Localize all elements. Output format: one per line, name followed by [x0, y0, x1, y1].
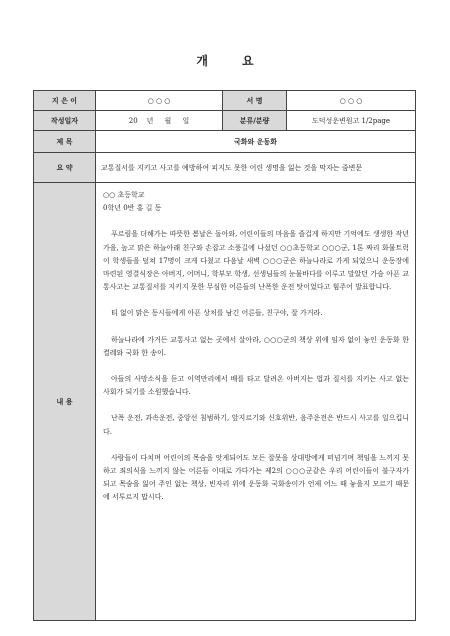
date-y: 년 [146, 116, 154, 125]
sign-value: ○ ○ ○ [287, 91, 416, 111]
summary-value: 교통질서를 지키고 사고를 예방하여 피지도 못한 어린 생명을 잃는 것을 막자는 줌변문 [96, 153, 416, 183]
subject-value: 국화와 운동화 [96, 131, 416, 153]
paragraph-1: 푸르림을 더해가는 따뜻한 봄날은 돌아와, 어린이들의 마음을 즐겁게 하지만 기억에도 생생한 작년 가을, 높고 맑은 하늘아래 친구와 손잡고 소풍길에 나섰던 ○○초등학교 ○○○군, 1톤 짜리 화물트럭이 학생들을 덮쳐 17명이 크게 다쳤고 다음날 새벽 ○○○군은 하늘나라로 가게 되었으니 운동장에 마련된 영결식장은 아버지, 어머니, 학부모 학생, 선생님들의 눈물바다를 이루고 말았던 가슴 아픈 교통사고는 교통질서를 지키지 못한 무심한 어른들의 난폭한 운전 탓이었다고 힘주어 발표합니다. [103, 230, 409, 292]
content-row [34, 183, 416, 621]
title-char-1: 개 [196, 54, 208, 68]
class-line: 0학년 0반 홍 길 동 [103, 204, 162, 213]
date-m: 월 [164, 116, 172, 125]
category-label: 분류/분량 [223, 111, 287, 131]
date-label: 작성일자 [34, 111, 96, 131]
school-line: ○○ 초등학교 [103, 191, 145, 199]
paragraph-3: 하늘나라에 가거든 교통사고 없는 곳에서 살아라, ○○○군의 책상 위에 임자 없이 놓인 운동화 한 켤레와 국화 한 송이. [103, 335, 409, 357]
content-body [96, 183, 416, 621]
subject-row [34, 131, 416, 153]
page-title [0, 52, 450, 69]
category-value: 도덕성운변원고 1/2page [287, 111, 416, 131]
paragraph-2: 티 없이 맑은 동시들에게 아픈 상처를 남긴 어른들, 친구야, 잘 가거라. [111, 309, 323, 318]
date-d: 일 [182, 116, 190, 125]
overview-form [33, 90, 416, 621]
paragraph-6: 사람들이 다치며 어린이의 목숨을 앗게되어도 모든 잘못을 상대방에게 떠넘기며 책임을 느끼지 못하고 죄의식을 느끼지 않는 어른들 이대로 가다가는 제2의 ○○○군같은 우리 어린이들이 불구자가 되고 목숨을 잃어 주인 없는 책상, 빈자리 위에 운동화 국화송이가 언제 어느 때 놓을지 모르기 때문에 서투르지 맙시다. [103, 453, 409, 502]
date-value [96, 111, 223, 131]
date-year: 20 [128, 116, 138, 125]
title-char-2: 요 [242, 54, 254, 68]
sign-label: 서 명 [223, 91, 287, 111]
summary-row [34, 153, 416, 183]
author-row [34, 91, 416, 111]
paragraph-4: 아들의 사망소식을 듣고 이역만리에서 배를 타고 달려온 아버지는 법과 질서를 지키는 사고 없는 사회가 되기를 소원했습니다. [103, 375, 409, 397]
subject-label: 제 목 [34, 131, 96, 153]
paragraph-5: 난폭 운전, 과속운전, 중앙선 침범하기, 앞지르기와 신호위반, 음주운전은 반드시 사고를 일으킵니다. [103, 414, 409, 436]
summary-label: 요 약 [34, 153, 96, 183]
content-label: 내 용 [34, 183, 96, 621]
author-value: ○ ○ ○ [96, 91, 223, 111]
author-label: 지 은 이 [34, 91, 96, 111]
date-row [34, 111, 416, 131]
